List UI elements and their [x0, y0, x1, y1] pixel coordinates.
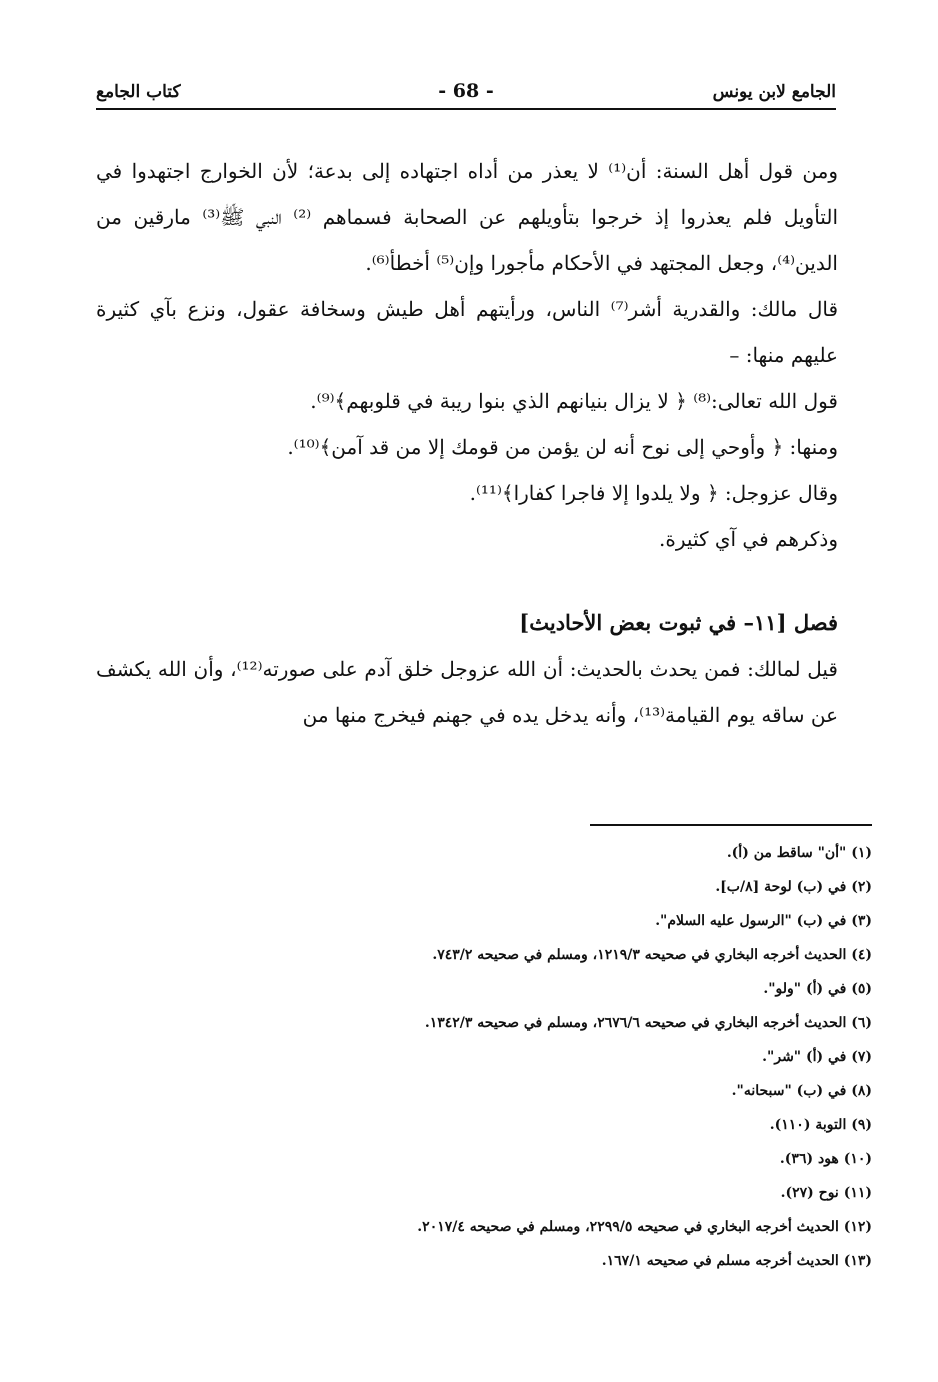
footnote-11: (١١) نوح (٢٧).: [780, 1185, 872, 1201]
footnote-12: (١٢) الحديث أخرجه البخاري في صحيحه ٢٢٩٩/٥، ومسلم في صحيحه ٢٠١٧/٤.: [417, 1219, 872, 1235]
footnote-8: (٨) في (ب) "سبحانه".: [731, 1083, 872, 1099]
footnotes: [300, 836, 872, 1278]
footnote-13: (١٣) الحديث أخرجه مسلم في صحيحه ١٦٧/١.: [601, 1253, 872, 1269]
section-paragraph: قيل لمالك: فمن يحدث بالحديث: أن الله عزوجل خلق آدم على صورته⁽¹²⁾، وأن الله يكشف عن ساقه يوم القيامة⁽¹³⁾، وأنه يدخل يده في جهنم فيخرج منها من: [96, 657, 838, 727]
section-gap: [96, 562, 838, 600]
footnote-4: (٤) الحديث أخرجه البخاري في صحيحه ١٢١٩/٣، ومسلم في صحيحه ٧٤٣/٢.: [432, 947, 872, 963]
page-number: - 68 -: [438, 80, 494, 102]
footnote-divider: [590, 824, 872, 826]
footnote-6: (٦) الحديث أخرجه البخاري في صحيحه ٢٦٧٦/٦، ومسلم في صحيحه ١٣٤٢/٣.: [424, 1015, 872, 1031]
footnote-9: (٩) التوبة (١١٠).: [769, 1117, 872, 1133]
header-chapter-title: كتاب الجامع: [96, 82, 181, 102]
paragraph-sunnah: ومن قول أهل السنة: أن⁽¹⁾ لا يعذر من أداه اجتهاده إلى بدعة؛ لأن الخوارج اجتهدوا في التأويل فلم يعذروا إذ خرجوا بتأويلهم عن الصحابة فسماهم ⁽²⁾ النبي ﷺ⁽³⁾ مارقين من الدين⁽⁴⁾، وجعل المجتهد في الأحكام مأجورا وإن⁽⁵⁾ أخطأ⁽⁶⁾.: [96, 159, 839, 275]
paragraph-closing: وذكرهم في آي كثيرة.: [659, 527, 838, 551]
footnote-1: (١) "أن" ساقط من (أ).: [726, 845, 872, 861]
paragraph-verse-2: ومنها: ﴿ وأوحي إلى نوح أنه لن يؤمن من قومك إلا من قد آمن﴾⁽¹⁰⁾.: [287, 435, 838, 459]
section-heading: فصل [١١– في ثبوت بعض الأحاديث]: [519, 610, 838, 635]
footnote-7: (٧) في (أ) "شر".: [762, 1049, 872, 1065]
footnote-2: (٢) في (ب) لوحة [٨/ب].: [715, 879, 872, 895]
running-header: [96, 78, 836, 110]
paragraph-malik-qadariyya: قال مالك: والقدرية أشر⁽⁷⁾ الناس، ورأيتهم أهل طيش وسخافة عقول، ونزع بآي كثيرة عليهم منها: –: [96, 297, 839, 367]
header-book-title: الجامع لابن يونس: [712, 82, 836, 102]
paragraph-verse-3: وقال عزوجل: ﴿ ولا يلدوا إلا فاجرا كفارا﴾⁽¹¹⁾.: [469, 481, 838, 505]
footnote-5: (٥) في (أ) "ولو".: [763, 981, 872, 997]
main-text: [96, 148, 838, 738]
footnote-10: (١٠) هود (٣٦).: [779, 1151, 872, 1167]
footnote-3: (٣) في (ب) "الرسول عليه السلام".: [655, 913, 872, 929]
paragraph-verse-1: قول الله تعالى:⁽⁸⁾ ﴿ لا يزال بنيانهم الذي بنوا ريبة في قلوبهم﴾⁽⁹⁾.: [310, 389, 838, 413]
